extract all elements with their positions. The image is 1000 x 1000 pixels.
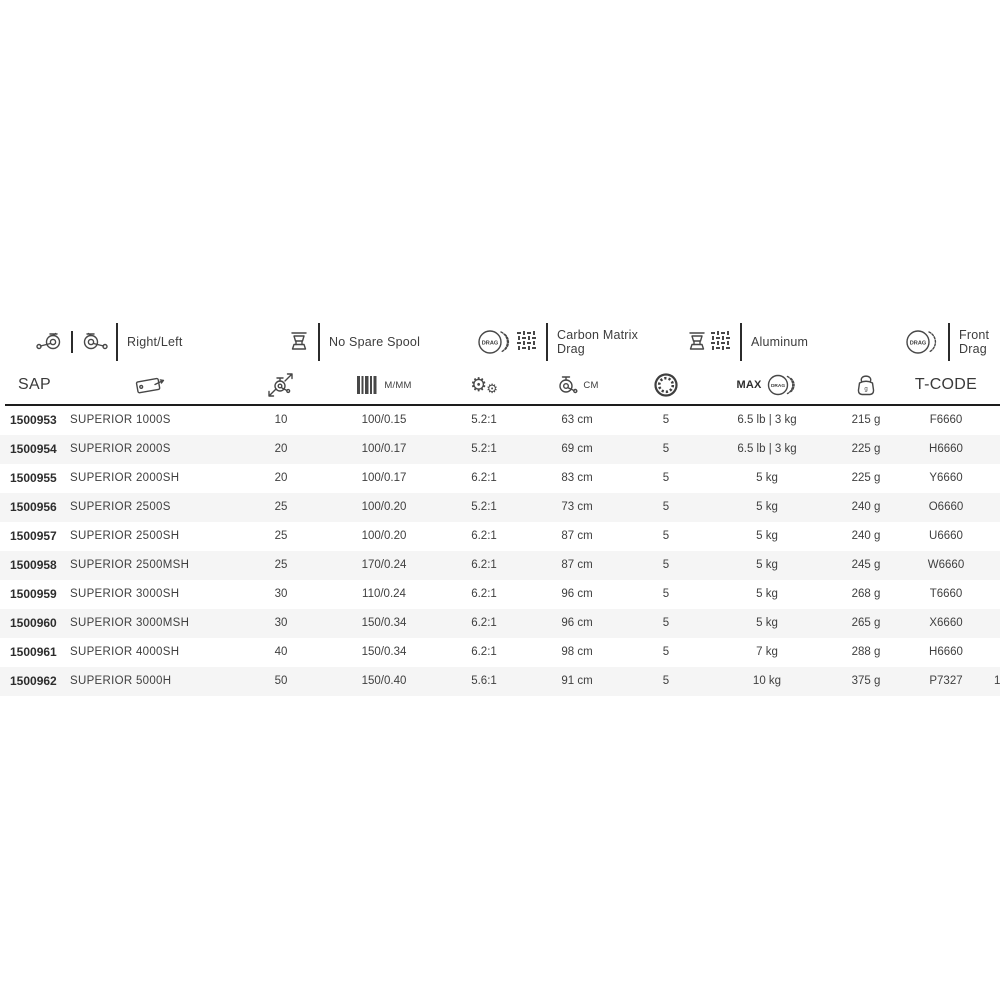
extra-cell	[994, 580, 1000, 609]
sap-cell: 1500956	[10, 500, 57, 514]
bearings-cell: 5	[662, 675, 670, 687]
legend-item-front-drag	[904, 320, 1000, 364]
capacity-cell: 150/0.40	[361, 675, 407, 687]
tcode-header-label: T-CODE	[914, 376, 978, 393]
sap-cell: 1500953	[10, 413, 57, 427]
weight-cell: 240 g	[851, 501, 881, 513]
max-drag-cell: 7 kg	[756, 646, 778, 658]
weight-cell: 375 g	[851, 675, 881, 687]
reel-right-handed-icon	[78, 331, 108, 353]
table-row	[0, 522, 1000, 551]
retrieve-reel-icon	[555, 373, 579, 397]
retrieve-cell: 73 cm	[561, 501, 593, 513]
legend-label: No Spare Spool	[329, 335, 421, 349]
bearings-cell: 5	[662, 646, 670, 658]
model-column-header	[62, 366, 240, 404]
retrieve-cell: 91 cm	[561, 675, 593, 687]
extra-cell	[994, 493, 1000, 522]
sap-cell: 1500961	[10, 645, 57, 659]
extra-cell	[994, 435, 1000, 464]
legend-divider-small	[71, 331, 73, 353]
capacity-header-label: M/MM	[384, 379, 412, 391]
model-cell: SUPERIOR 3000MSH	[70, 617, 190, 629]
max-drag-cell: 5 kg	[756, 530, 778, 542]
size-cell: 40	[274, 646, 288, 658]
table-row	[0, 551, 1000, 580]
sap-cell: 1500959	[10, 587, 57, 601]
capacity-cell: 100/0.20	[361, 501, 407, 513]
weight-cell: 265 g	[851, 617, 881, 629]
capacity-cell: 110/0.24	[362, 588, 406, 600]
legend-item-no-spare-spool	[288, 320, 420, 364]
ratio-cell: 6.2:1	[471, 646, 497, 658]
max-drag-cell: 5 kg	[756, 559, 778, 571]
max-drag-cell: 10 kg	[752, 675, 782, 687]
legend-label: Aluminum	[751, 335, 809, 349]
legend-item-right-left	[36, 320, 183, 364]
spool-icon	[288, 330, 310, 354]
sap-cell: 1500957	[10, 529, 57, 543]
drag-knob-icon	[476, 328, 514, 356]
ratio-cell: 6.2:1	[471, 472, 497, 484]
max-drag-cell: 5 kg	[756, 617, 778, 629]
capacity-cell: 100/0.17	[361, 472, 407, 484]
max-drag-cell: 6.5 lb | 3 kg	[737, 443, 797, 455]
weight-cell: 268 g	[851, 588, 881, 600]
weight-cell: 245 g	[851, 559, 881, 571]
weave-texture-icon	[710, 331, 732, 353]
legend-item-carbon-matrix-drag	[476, 320, 639, 364]
bearings-cell: 5	[662, 588, 670, 600]
legend-label: Right/Left	[127, 335, 183, 349]
ratio-cell: 5.6:1	[471, 675, 497, 687]
retrieve-cell: 63 cm	[561, 414, 593, 426]
capacity-cell: 170/0.24	[361, 559, 407, 571]
retrieve-cell: 69 cm	[561, 443, 593, 455]
ratio-cell: 6.2:1	[471, 530, 497, 542]
extra-cell	[994, 638, 1000, 667]
size-column-header	[240, 366, 322, 404]
bearings-cell: 5	[662, 501, 670, 513]
ratio-cell: 6.2:1	[471, 617, 497, 629]
legend-divider	[948, 323, 950, 361]
max-drag-cell: 5 kg	[756, 472, 778, 484]
tcode-column-header	[898, 366, 994, 404]
extra-cell	[994, 522, 1000, 551]
size-cell: 25	[274, 530, 288, 542]
sap-header-label: SAP	[18, 376, 51, 393]
legend-item-aluminum	[686, 320, 808, 364]
bearings-column-header	[632, 366, 700, 404]
table-row	[0, 580, 1000, 609]
table-row	[0, 464, 1000, 493]
svg-text:DRAG: DRAG	[909, 340, 927, 347]
weight-column-header	[834, 366, 898, 404]
legend-row	[0, 320, 1000, 364]
sap-cell: 1500954	[10, 442, 57, 456]
retrieve-cell: 96 cm	[561, 617, 593, 629]
size-cell: 25	[274, 501, 288, 513]
ratio-cell: 5.2:1	[471, 501, 497, 513]
model-cell: SUPERIOR 4000SH	[70, 646, 180, 658]
table-row	[0, 406, 1000, 435]
retrieve-cell: 96 cm	[561, 588, 593, 600]
ball-bearing-icon	[653, 372, 679, 398]
extra-cell	[994, 464, 1000, 493]
max-drag-cell: 5 kg	[756, 501, 778, 513]
capacity-cell: 150/0.34	[361, 646, 407, 658]
bearings-cell: 5	[662, 443, 670, 455]
gear-ratio-icon: ⚙	[470, 373, 488, 396]
extra-cell: 1	[994, 675, 1000, 687]
tcode-cell: P7327	[929, 675, 963, 687]
sap-cell: 1500955	[10, 471, 57, 485]
size-cell: 30	[274, 617, 288, 629]
capacity-cell: 150/0.34	[361, 617, 407, 629]
legend-label: Carbon Matrix Drag	[557, 328, 639, 356]
extra-cell	[994, 609, 1000, 638]
weight-cell: 240 g	[851, 530, 881, 542]
sap-cell: 1500958	[10, 558, 57, 572]
table-row	[0, 667, 1000, 696]
weight-cell: 215 g	[851, 414, 881, 426]
legend-divider	[116, 323, 118, 361]
tcode-cell: W6660	[927, 559, 965, 571]
model-cell: SUPERIOR 1000S	[70, 414, 171, 426]
bearings-cell: 5	[662, 530, 670, 542]
model-cell: SUPERIOR 2500MSH	[70, 559, 190, 571]
tcode-cell: X6660	[929, 617, 963, 629]
table-body	[0, 406, 1000, 696]
retrieve-cell: 83 cm	[561, 472, 593, 484]
svg-text:DRAG: DRAG	[481, 340, 499, 347]
truncated-column-header	[994, 366, 1000, 404]
gear-ratio-column-header	[446, 366, 522, 404]
size-cell: 20	[274, 443, 288, 455]
extra-cell	[994, 551, 1000, 580]
drag-knob-icon	[904, 328, 940, 356]
gear-ratio-icon-small: ⚙	[486, 381, 498, 397]
extra-cell	[994, 406, 1000, 435]
model-cell: SUPERIOR 2000S	[70, 443, 171, 455]
size-cell: 25	[274, 559, 288, 571]
tcode-cell: T6660	[929, 588, 963, 600]
sap-column-header	[0, 366, 62, 404]
ratio-cell: 5.2:1	[471, 414, 497, 426]
retrieve-cell: 87 cm	[561, 559, 593, 571]
ratio-cell: 6.2:1	[471, 588, 497, 600]
ratio-cell: 6.2:1	[471, 559, 497, 571]
table-header-row	[0, 366, 1000, 404]
legend-label: Front Drag	[959, 328, 990, 356]
max-drag-column-header	[700, 366, 834, 404]
kettlebell-icon	[854, 372, 878, 398]
weight-cell: 225 g	[851, 472, 881, 484]
tag-icon	[133, 373, 169, 397]
size-cell: 20	[274, 472, 288, 484]
spool-icon	[686, 330, 708, 354]
table-row	[0, 609, 1000, 638]
capacity-cell: 100/0.17	[361, 443, 407, 455]
line-capacity-icon	[356, 375, 380, 395]
size-cell: 50	[274, 675, 288, 687]
tcode-cell: O6660	[928, 501, 964, 513]
line-capacity-column-header	[322, 366, 446, 404]
size-cell: 30	[274, 588, 288, 600]
ratio-cell: 5.2:1	[471, 443, 497, 455]
size-cell: 10	[274, 414, 288, 426]
retrieve-cell: 98 cm	[561, 646, 593, 658]
retrieve-cell: 87 cm	[561, 530, 593, 542]
tcode-cell: U6660	[929, 530, 963, 542]
reel-left-handed-icon	[36, 331, 66, 353]
model-cell: SUPERIOR 2500SH	[70, 530, 180, 542]
capacity-cell: 100/0.20	[361, 530, 407, 542]
drag-knob-icon	[766, 373, 798, 397]
capacity-cell: 100/0.15	[361, 414, 407, 426]
weight-cell: 225 g	[851, 443, 881, 455]
svg-text:g: g	[864, 386, 868, 393]
legend-divider	[546, 323, 548, 361]
weight-cell: 288 g	[851, 646, 881, 658]
carbon-weave-icon	[516, 331, 538, 353]
retrieve-header-label: CM	[583, 379, 599, 391]
bearings-cell: 5	[662, 472, 670, 484]
bearings-cell: 5	[662, 559, 670, 571]
max-drag-header-label: MAX	[736, 379, 762, 391]
table-row	[0, 493, 1000, 522]
retrieve-column-header	[522, 366, 632, 404]
max-drag-cell: 6.5 lb | 3 kg	[737, 414, 797, 426]
table-row	[0, 435, 1000, 464]
table-row	[0, 638, 1000, 667]
max-drag-cell: 5 kg	[756, 588, 778, 600]
model-cell: SUPERIOR 5000H	[70, 675, 172, 687]
tcode-cell: Y6660	[929, 472, 963, 484]
reel-size-icon	[267, 372, 295, 398]
tcode-cell: H6660	[929, 646, 963, 658]
sap-cell: 1500962	[10, 674, 57, 688]
sap-cell: 1500960	[10, 616, 57, 630]
model-cell: SUPERIOR 3000SH	[70, 588, 180, 600]
model-cell: SUPERIOR 2500S	[70, 501, 171, 513]
bearings-cell: 5	[662, 414, 670, 426]
svg-text:DRAG: DRAG	[770, 384, 785, 390]
legend-divider	[318, 323, 320, 361]
bearings-cell: 5	[662, 617, 670, 629]
tcode-cell: H6660	[929, 443, 963, 455]
model-cell: SUPERIOR 2000SH	[70, 472, 180, 484]
legend-divider	[740, 323, 742, 361]
tcode-cell: F6660	[929, 414, 963, 426]
